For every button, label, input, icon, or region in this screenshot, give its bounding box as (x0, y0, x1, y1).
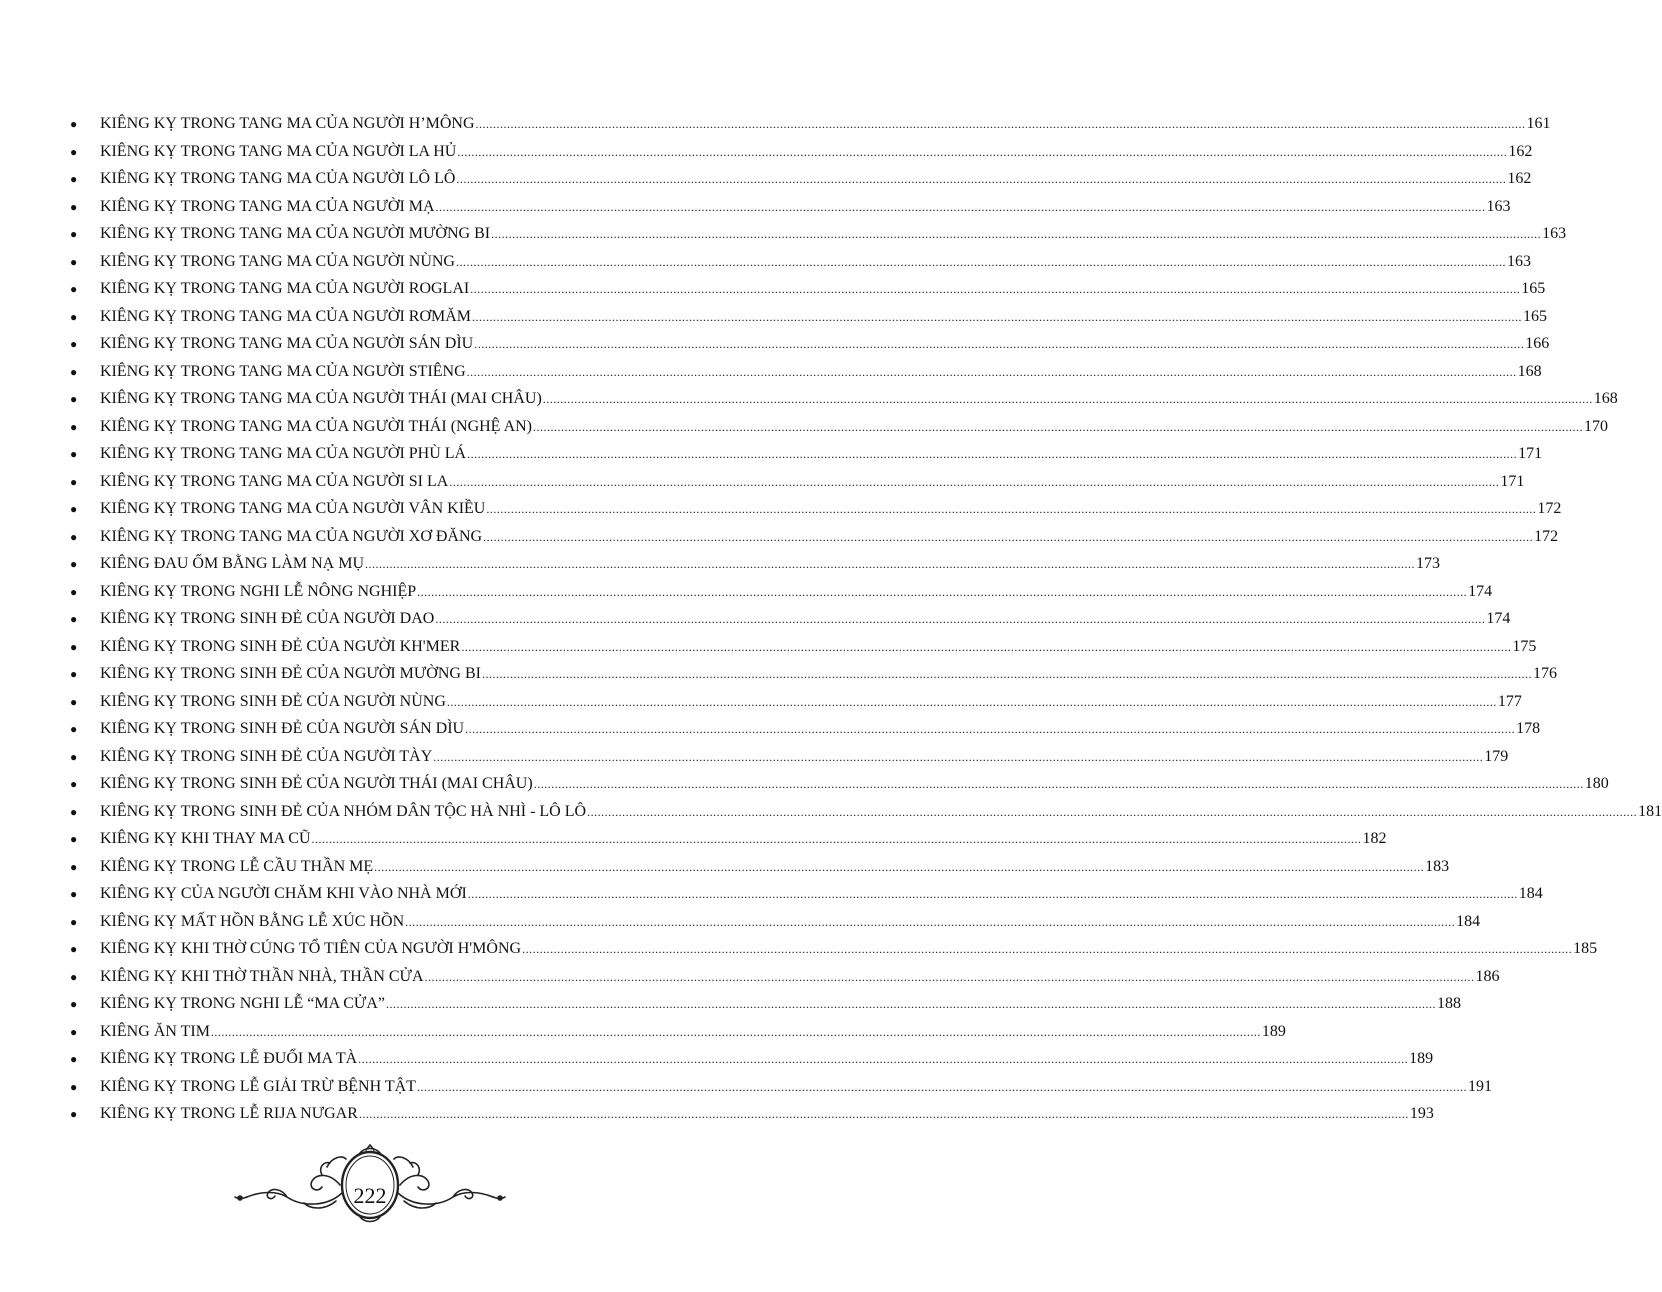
toc-entry-page: 163 (1506, 252, 1531, 270)
bullet-icon: ● (70, 1024, 78, 1039)
toc-entry (70, 880, 1543, 908)
dot-leader: ............................................................................................................................................................................................................................................................................................................ (474, 337, 1525, 351)
toc-entry-page: 172 (1534, 527, 1559, 545)
toc-entry (70, 110, 1551, 138)
toc-entry-title: KIÊNG KỴ TRONG TANG MA CỦA NGƯỜI PHÙ LÁ (100, 445, 467, 462)
bullet-icon: ● (70, 612, 78, 626)
bullet-icon: ● (70, 1079, 78, 1094)
toc-entry (70, 963, 1500, 991)
toc-entry-title: KIÊNG KỴ TRONG TANG MA CỦA NGƯỜI SI LA (100, 472, 449, 490)
dot-leader: ............................................................................................................................................................................................................................................................................................................ (435, 612, 1486, 626)
bullet-icon: ● (70, 502, 78, 516)
toc-entry-title: KIÊNG KỴ TRONG TANG MA CỦA NGƯỜI THÁI (NGHỆ AN) (100, 417, 533, 435)
toc-entry-title: KIÊNG KỴ TRONG LỄ CẦU THẦN MẸ (100, 857, 374, 875)
toc-entry-page: 172 (1537, 500, 1562, 517)
dot-leader: ............................................................................................................................................................................................................................................................................................................ (467, 447, 1518, 461)
toc-entry (70, 468, 1525, 496)
bullet-icon: ● (70, 1052, 78, 1066)
bullet-icon: ● (70, 392, 78, 406)
toc-entry (70, 715, 1541, 743)
toc-entry-title: KIÊNG ĐAU ỐM BẰNG LÀM NẠ MỤ (100, 555, 364, 572)
dot-leader: ............................................................................................................................................................................................................................................................................................................ (358, 1052, 1409, 1066)
toc-entry (70, 220, 1567, 248)
dot-leader: ............................................................................................................................................................................................................................................................................................................ (483, 529, 1534, 544)
toc-entry-title: KIÊNG KỴ TRONG TANG MA CỦA NGƯỜI SÁN DÌU (100, 335, 474, 352)
toc-entry-title: KIÊNG KỴ KHI THAY MA CŨ (100, 830, 311, 847)
dot-leader: ............................................................................................................................................................................................................................................................................................................ (455, 254, 1506, 269)
toc-entry-title: KIÊNG KỴ TRONG TANG MA CỦA NGƯỜI H’MÔNG (100, 115, 475, 132)
bullet-icon: ● (70, 364, 78, 379)
bullet-icon: ● (70, 419, 78, 434)
dot-leader: ............................................................................................................................................................................................................................................................................................................ (433, 749, 1484, 764)
toc-entry-page: 189 (1261, 1022, 1286, 1040)
dot-leader: ............................................................................................................................................................................................................................................................................................................ (385, 997, 1436, 1011)
toc-entry (70, 853, 1450, 881)
toc-entry (70, 138, 1533, 166)
toc-entry-title: KIÊNG KỴ MẤT HỒN BẰNG LỄ XÚC HỒN (100, 912, 405, 930)
toc-entry (70, 413, 1609, 441)
bullet-icon: ● (70, 997, 78, 1011)
bullet-icon: ● (70, 859, 78, 874)
toc-entry (70, 578, 1493, 606)
dot-leader: ............................................................................................................................................................................................................................................................................................................ (457, 144, 1508, 159)
dot-leader: ............................................................................................................................................................................................................................................................................................................ (481, 667, 1532, 681)
bullet-icon: ● (70, 447, 78, 461)
dot-leader: ............................................................................................................................................................................................................................................................................................................ (358, 1107, 1409, 1121)
bullet-icon: ● (70, 1107, 78, 1121)
toc-entry-title: KIÊNG KỴ TRONG SINH ĐẺ CỦA NGƯỜI THÁI (MAI CHÂU) (100, 775, 533, 792)
dot-leader: ............................................................................................................................................................................................................................................................................................................ (466, 364, 1517, 379)
toc-entry (70, 605, 1511, 633)
bullet-icon: ● (70, 887, 78, 901)
dot-leader: ............................................................................................................................................................................................................................................................................................................ (491, 227, 1542, 241)
dot-leader: ............................................................................................................................................................................................................................................................................................................ (533, 419, 1584, 434)
dot-leader: ............................................................................................................................................................................................................................................................................................................ (522, 942, 1573, 956)
toc-entry-page: 186 (1475, 967, 1500, 985)
toc-entry-page: 162 (1508, 142, 1533, 160)
dot-leader: ............................................................................................................................................................................................................................................................................................................ (486, 502, 1537, 516)
dot-leader: ............................................................................................................................................................................................................................................................................................................ (446, 694, 1497, 709)
bullet-icon: ● (70, 969, 78, 984)
table-of-contents (70, 110, 1662, 1128)
toc-entry (70, 193, 1511, 221)
toc-entry-title: KIÊNG KỴ TRONG SINH ĐẺ CỦA NGƯỜI TÀY (100, 747, 433, 765)
toc-entry-title: KIÊNG KỴ TRONG LỄ ĐUỔI MA TÀ (100, 1050, 358, 1067)
bullet-icon: ● (70, 777, 78, 791)
toc-entry (70, 660, 1557, 688)
toc-entry (70, 1100, 1434, 1128)
toc-entry (70, 1045, 1434, 1073)
toc-entry-title: KIÊNG KỴ TRONG TANG MA CỦA NGƯỜI XƠ ĐĂNG (100, 527, 483, 545)
toc-entry-title: KIÊNG KỴ TRONG SINH ĐẺ CỦA NHÓM DÂN TỘC HÀ NHÌ - LÔ LÔ (100, 802, 587, 820)
toc-entry (70, 908, 1481, 936)
toc-entry-page: 182 (1362, 830, 1387, 847)
dot-leader: ............................................................................................................................................................................................................................................................................................................ (416, 1079, 1467, 1094)
dot-leader: ............................................................................................................................................................................................................................................................................................................ (424, 969, 1475, 984)
toc-entry (70, 523, 1559, 551)
bullet-icon: ● (70, 199, 78, 214)
bullet-icon: ● (70, 529, 78, 544)
bullet-icon: ● (70, 117, 78, 131)
bullet-icon: ● (70, 227, 78, 241)
toc-entry-title: KIÊNG KỴ TRONG SINH ĐẺ CỦA NGƯỜI KH'MER (100, 637, 461, 655)
toc-entry-title: KIÊNG KỴ TRONG SINH ĐẺ CỦA NGƯỜI MƯỜNG BI (100, 665, 481, 682)
toc-entry-title: KIÊNG KỴ TRONG TANG MA CỦA NGƯỜI ROGLAI (100, 280, 470, 297)
toc-entry (70, 165, 1532, 193)
toc-entry (70, 935, 1598, 963)
bullet-icon: ● (70, 584, 78, 599)
toc-entry-title: KIÊNG KỴ TRONG TANG MA CỦA NGƯỜI NÙNG (100, 252, 455, 270)
toc-entry-title: KIÊNG KỴ TRONG TANG MA CỦA NGƯỜI RƠMĂM (100, 307, 471, 325)
toc-entry-page: 166 (1525, 335, 1550, 352)
bullet-icon: ● (70, 282, 78, 296)
dot-leader: ............................................................................................................................................................................................................................................................................................................ (475, 117, 1526, 131)
toc-entry-title: KIÊNG KỴ KHI THỜ CÚNG TỔ TIÊN CỦA NGƯỜI H'MÔNG (100, 940, 522, 957)
toc-entry (70, 495, 1562, 523)
bullet-icon: ● (70, 804, 78, 819)
toc-entry (70, 1073, 1492, 1101)
bullet-icon: ● (70, 722, 78, 736)
toc-entry-title: KIÊNG KỴ TRONG TANG MA CỦA NGƯỜI MƯỜNG BI (100, 225, 491, 242)
dot-leader: ............................................................................................................................................................................................................................................................................................................ (374, 859, 1425, 874)
toc-entry-page: 188 (1436, 995, 1461, 1012)
bullet-icon: ● (70, 474, 78, 489)
toc-entry-page: 191 (1467, 1077, 1492, 1095)
toc-entry-title: KIÊNG KỴ TRONG TANG MA CỦA NGƯỜI STIÊNG (100, 362, 466, 380)
dot-leader: ............................................................................................................................................................................................................................................................................................................ (311, 832, 1362, 846)
toc-entry (70, 633, 1537, 661)
toc-entry-title: KIÊNG KỴ TRONG TANG MA CỦA NGƯỜI VÂN KIỀU (100, 500, 486, 517)
toc-entry (70, 798, 1662, 826)
toc-entry-page: 165 (1521, 280, 1546, 297)
toc-entry-page: 170 (1584, 417, 1609, 435)
toc-entry-page: 173 (1416, 555, 1440, 572)
dot-leader: ............................................................................................................................................................................................................................................................................................................ (542, 392, 1593, 406)
toc-entry (70, 385, 1618, 413)
dot-leader: ............................................................................................................................................................................................................................................................................................................ (472, 309, 1522, 324)
toc-entry-title: KIÊNG KỴ TRONG TANG MA CỦA NGƯỜI LA HỦ (100, 142, 457, 160)
toc-entry-page: 163 (1486, 197, 1511, 215)
toc-entry-title: KIÊNG KỴ TRONG TANG MA CỦA NGƯỜI LÔ LÔ (100, 170, 456, 187)
toc-entry-page: 175 (1512, 637, 1537, 655)
dot-leader: ............................................................................................................................................................................................................................................................................................................ (210, 1024, 1261, 1039)
toc-entry-title: KIÊNG KỴ TRONG LỄ RIJA NƯGAR (100, 1105, 358, 1122)
toc-entry (70, 440, 1543, 468)
bullet-icon: ● (70, 942, 78, 956)
toc-entry-title: KIÊNG ĂN TIM (100, 1022, 210, 1040)
toc-entry-page: 189 (1409, 1050, 1434, 1067)
dot-leader: ............................................................................................................................................................................................................................................................................................................ (365, 557, 1415, 571)
toc-entry-page: 174 (1486, 610, 1511, 627)
toc-entry (70, 303, 1547, 331)
dot-leader: ............................................................................................................................................................................................................................................................................................................ (587, 804, 1638, 819)
toc-entry (70, 688, 1522, 716)
toc-entry-page: 161 (1526, 115, 1551, 132)
bullet-icon: ● (70, 557, 78, 571)
bullet-icon: ● (70, 172, 78, 186)
toc-entry-page: 178 (1516, 720, 1541, 737)
toc-entry-page: 174 (1468, 582, 1493, 600)
toc-entry-page: 176 (1532, 665, 1557, 682)
toc-entry (70, 330, 1550, 358)
toc-entry-title: KIÊNG KỴ TRONG NGHI LỄ NÔNG NGHIỆP (100, 582, 417, 600)
bullet-icon: ● (70, 914, 78, 929)
bullet-icon: ● (70, 832, 78, 846)
toc-entry-page: 168 (1517, 362, 1542, 380)
toc-entry-page: 165 (1523, 307, 1547, 325)
toc-entry-page: 193 (1409, 1105, 1434, 1122)
bullet-icon: ● (70, 639, 78, 654)
toc-entry-page: 163 (1542, 225, 1567, 242)
toc-entry-page: 181 (1638, 802, 1662, 820)
toc-entry (70, 743, 1509, 771)
bullet-icon: ● (70, 694, 78, 709)
bullet-icon: ● (70, 337, 78, 351)
toc-entry-page: 185 (1573, 940, 1598, 957)
toc-entry-page: 183 (1425, 857, 1450, 875)
bullet-icon: ● (70, 749, 78, 764)
toc-entry-title: KIÊNG KỴ CỦA NGƯỜI CHĂM KHI VÀO NHÀ MỚI (100, 885, 467, 902)
bullet-icon: ● (70, 667, 78, 681)
toc-entry-page: 171 (1518, 445, 1543, 462)
toc-entry-page: 162 (1507, 170, 1532, 187)
dot-leader: ............................................................................................................................................................................................................................................................................................................ (533, 777, 1584, 791)
toc-entry-title: KIÊNG KỴ TRONG SINH ĐẺ CỦA NGƯỜI NÙNG (100, 692, 446, 710)
toc-entry-page: 177 (1497, 692, 1522, 710)
dot-leader: ............................................................................................................................................................................................................................................................................................................ (456, 172, 1507, 186)
toc-entry-page: 184 (1518, 885, 1543, 902)
dot-leader: ............................................................................................................................................................................................................................................................................................................ (461, 639, 1512, 654)
toc-entry (70, 1018, 1286, 1046)
dot-leader: ............................................................................................................................................................................................................................................................................................................ (405, 914, 1456, 929)
toc-entry (70, 550, 1440, 578)
toc-entry-page: 168 (1593, 390, 1618, 407)
dot-leader: ............................................................................................................................................................................................................................................................................................................ (435, 199, 1486, 214)
toc-entry-title: KIÊNG KỴ TRONG TANG MA CỦA NGƯỜI THÁI (MAI CHÂU) (100, 390, 542, 407)
toc-entry-title: KIÊNG KỴ TRONG SINH ĐẺ CỦA NGƯỜI DAO (100, 610, 435, 627)
bullet-icon: ● (70, 309, 78, 324)
toc-entry-page: 184 (1456, 912, 1481, 930)
toc-entry-page: 180 (1584, 775, 1609, 792)
toc-entry (70, 990, 1461, 1018)
toc-entry-title: KIÊNG KỴ TRONG LỄ GIẢI TRỪ BỆNH TẬT (100, 1077, 416, 1095)
dot-leader: ............................................................................................................................................................................................................................................................................................................ (449, 474, 1500, 489)
toc-entry-title: KIÊNG KỴ TRONG SINH ĐẺ CỦA NGƯỜI SÁN DÌU (100, 720, 465, 737)
dot-leader: ............................................................................................................................................................................................................................................................................................................ (470, 282, 1521, 296)
dot-leader: ............................................................................................................................................................................................................................................................................................................ (467, 887, 1518, 901)
toc-entry-title: KIÊNG KỴ KHI THỜ THẦN NHÀ, THẦN CỬA (100, 967, 424, 985)
bullet-icon: ● (70, 254, 78, 269)
toc-entry (70, 248, 1531, 276)
toc-entry (70, 825, 1387, 853)
toc-entry (70, 770, 1609, 798)
toc-entry-title: KIÊNG KỴ TRONG TANG MA CỦA NGƯỜI MẠ (100, 197, 435, 215)
dot-leader: ............................................................................................................................................................................................................................................................................................................ (465, 722, 1516, 736)
dot-leader: ............................................................................................................................................................................................................................................................................................................ (417, 584, 1468, 599)
toc-entry-page: 179 (1484, 747, 1509, 765)
toc-entry-page: 171 (1500, 472, 1525, 490)
toc-entry (70, 358, 1542, 386)
bullet-icon: ● (70, 144, 78, 159)
toc-entry-title: KIÊNG KỴ TRONG NGHI LỄ “MA CỬA” (100, 995, 385, 1012)
toc-entry (70, 275, 1546, 303)
